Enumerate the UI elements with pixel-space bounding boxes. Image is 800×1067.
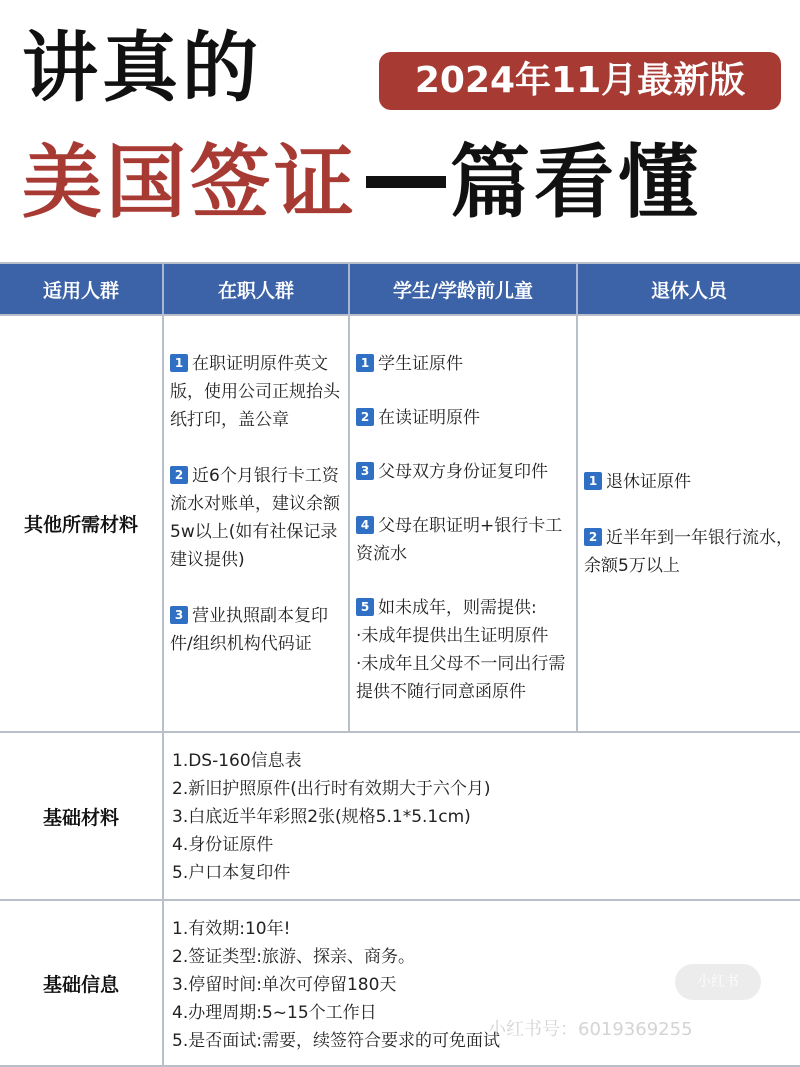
header-student: 学生/学龄前儿童 [350,264,578,314]
number-badge: 2 [170,466,188,484]
item-text: 如未成年，则需提供: [378,598,537,618]
list-item: 3.停留时间:单次可停留180天 [172,975,397,995]
title-banner [0,0,800,256]
table-row-basic-materials [0,733,800,901]
list-item: 3.白底近半年彩照2张(规格5.1*5.1cm) [172,807,471,827]
item-text: 学生证原件 [378,354,463,374]
title-line-1: 讲真的 [22,23,262,112]
row-label-basic-materials: 基础材料 [0,733,164,899]
version-badge: 2024年11月最新版 [379,52,781,110]
table-row-other-materials [0,316,800,733]
number-badge: 3 [170,606,188,624]
item-text: 营业执照副本复印件/组织机构代码证 [170,606,328,654]
list-item [356,594,570,706]
list-item [584,468,794,496]
list-item: 5.是否面试:需要，续签符合要求的可免面试 [172,1031,500,1051]
list-item: 2.新旧护照原件(出行时有效期大于六个月) [172,779,491,799]
employed-materials [164,316,350,731]
title-suffix: 篇看懂 [450,136,702,229]
row-label-other-materials: 其他所需材料 [0,316,164,731]
sub-item: ·未成年且父母不一同出行需提供不随行同意函原件 [356,654,566,702]
number-badge: 3 [356,462,374,480]
item-text: 近6个月银行卡工资流水对账单，建议余额5w以上(如有社保记录建议提供) [170,466,340,570]
header-employed: 在职人群 [164,264,350,314]
number-badge: 1 [584,472,602,490]
item-text: 父母双方身份证复印件 [378,462,548,482]
list-item [356,512,570,568]
number-badge: 1 [356,354,374,372]
number-badge: 2 [356,408,374,426]
list-item: 5.户口本复印件 [172,863,291,883]
list-item [170,350,342,434]
title-line-2 [22,136,702,229]
sub-item: ·未成年提供出生证明原件 [356,626,549,646]
item-text: 在职证明原件英文版，使用公司正规抬头纸打印，盖公章 [170,354,340,430]
student-materials [350,316,578,731]
number-badge: 5 [356,598,374,616]
item-text: 父母在职证明+银行卡工资流水 [356,516,563,564]
list-item [170,462,342,574]
table-header-row [0,264,800,316]
list-item: 2.签证类型:旅游、探亲、商务。 [172,947,415,967]
item-text: 退休证原件 [606,472,691,492]
item-text: 近半年到一年银行流水，余额5万以上 [584,528,793,576]
number-badge: 1 [170,354,188,372]
basic-materials-list [164,733,800,899]
list-item: 1.DS-160信息表 [172,751,302,771]
header-audience: 适用人群 [0,264,164,314]
watermark-text: 小红书号：6019369255 [488,1019,693,1040]
title-dash [366,176,446,188]
list-item [356,350,570,378]
item-text: 在读证明原件 [378,408,480,428]
list-item [170,602,342,658]
row-label-basic-info: 基础信息 [0,901,164,1065]
visa-requirements-table [0,262,800,1067]
watermark-logo: 小红书 [675,964,761,1000]
list-item: 1.有效期:10年! [172,919,291,939]
list-item: 4.身份证原件 [172,835,274,855]
list-item [356,404,570,432]
number-badge: 4 [356,516,374,534]
list-item [356,458,570,486]
retired-materials [578,316,800,731]
header-retired: 退休人员 [650,279,727,302]
title-highlight: 美国签证 [22,136,358,229]
list-item: 4.办理周期:5~15个工作日 [172,1003,377,1023]
list-item [584,524,794,580]
number-badge: 2 [584,528,602,546]
